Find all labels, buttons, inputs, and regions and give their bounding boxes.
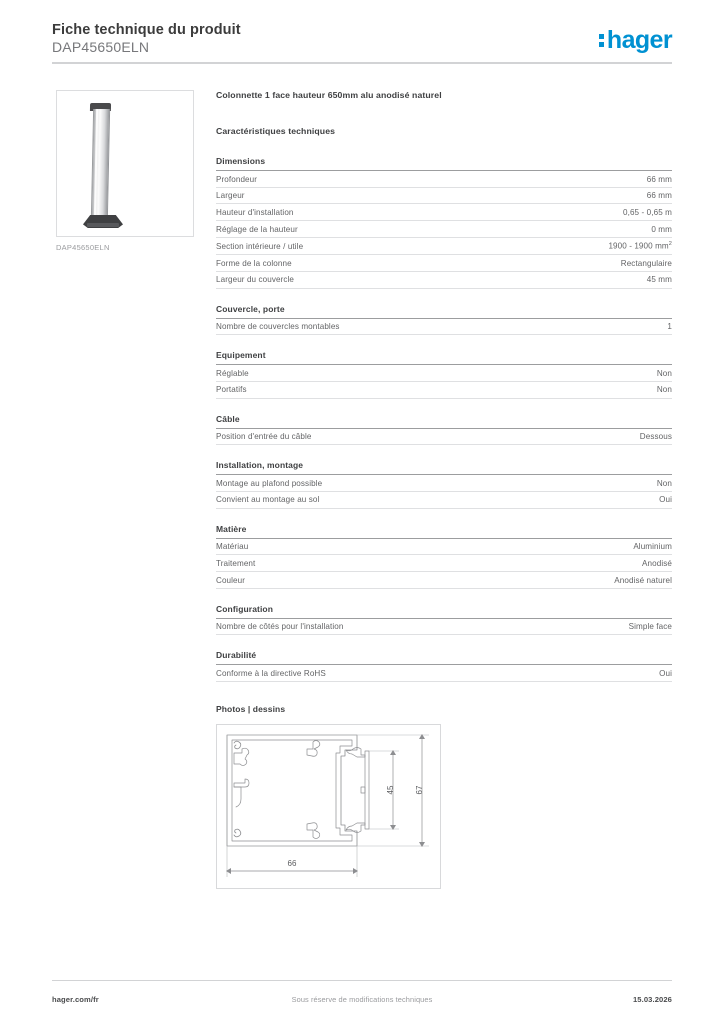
spec-section-gap (216, 399, 672, 414)
spec-section (216, 604, 672, 636)
spec-section-title: Installation, montage (216, 460, 672, 475)
spec-section-title: Câble (216, 414, 672, 429)
main-content (216, 90, 672, 889)
spec-row (216, 572, 672, 589)
spec-section (216, 304, 672, 336)
spec-section (216, 524, 672, 589)
spec-row (216, 382, 672, 399)
spec-label: Section intérieure / utile (216, 241, 304, 251)
spec-label: Portatifs (216, 385, 247, 395)
spec-value: 66 mm (646, 174, 672, 184)
spec-label: Matériau (216, 542, 249, 552)
logo-colon-icon (599, 34, 604, 47)
spec-value: 1900 - 1900 $mm^2$ (608, 241, 672, 251)
page-footer (52, 995, 672, 1009)
column-base-shadow (87, 223, 119, 227)
spec-value: Non (656, 385, 672, 395)
spec-row (216, 171, 672, 188)
spec-value: 0 mm (651, 224, 672, 234)
spec-value: Rectangulaire (620, 258, 672, 268)
spec-row (216, 665, 672, 682)
product-name: Colonnette 1 face hauteur 650mm alu anodisé naturel (216, 90, 442, 100)
spec-value: Non (656, 368, 672, 378)
characteristics-title: Caractéristiques techniques (216, 126, 336, 136)
dimension-label-45: 45 (386, 785, 395, 795)
spec-label: Profondeur (216, 174, 258, 184)
spec-section-title: Matière (216, 524, 672, 539)
spec-value: Oui (659, 668, 672, 678)
spec-label: Conforme à la directive RoHS (216, 668, 326, 678)
spec-value: Anodisé naturel (614, 575, 672, 585)
dimension-label-66: 66 (287, 859, 297, 869)
spec-row (216, 429, 672, 446)
footer-website[interactable]: hager.com/fr (52, 995, 99, 1004)
column-illustration (83, 103, 125, 227)
spec-row (216, 204, 672, 221)
spec-label: Position d'entrée du câble (216, 432, 312, 442)
spec-section-title: Couvercle, porte (216, 304, 672, 319)
spec-label: Largeur (216, 191, 245, 201)
spec-section-title: Dimensions (216, 156, 672, 171)
spec-section (216, 650, 672, 682)
spec-row (216, 319, 672, 336)
dimension-label-67: 67 (415, 785, 424, 795)
spec-value: Simple face (628, 622, 672, 632)
spec-label: Hauteur d'installation (216, 207, 294, 217)
spec-section (216, 414, 672, 446)
logo-text: hager (606, 26, 672, 54)
spec-value: 66 mm (646, 191, 672, 201)
spec-section (216, 156, 672, 289)
footer-divider (52, 980, 672, 981)
spec-section-gap (216, 289, 672, 304)
technical-drawing (216, 724, 441, 889)
spec-label: Forme de la colonne (216, 258, 292, 268)
spec-row (216, 365, 672, 382)
spec-row (216, 555, 672, 572)
spec-value: Aluminium (633, 542, 672, 552)
page-header (52, 22, 672, 56)
spec-label: Réglable (216, 368, 249, 378)
spec-row (216, 492, 672, 509)
spec-row (216, 475, 672, 492)
spec-section-gap (216, 509, 672, 524)
spec-label: Nombre de côtés pour l'installation (216, 622, 344, 632)
spec-section-gap (216, 635, 672, 650)
page-title: Fiche technique du produit (52, 22, 241, 38)
column-body (91, 109, 110, 219)
header-divider (52, 62, 672, 64)
product-reference: DAP45650ELN (52, 39, 150, 55)
spec-section-gap (216, 445, 672, 460)
specifications-table (216, 156, 672, 682)
spec-value: Dessous (639, 432, 672, 442)
spec-value: 1 (667, 322, 672, 331)
spec-value: Oui (659, 495, 672, 505)
spec-value: 45 mm (646, 275, 672, 285)
drawing-svg (217, 725, 441, 889)
product-photo (56, 90, 194, 237)
spec-row (216, 255, 672, 272)
spec-row (216, 619, 672, 636)
spec-section (216, 460, 672, 508)
spec-label: Largeur du couvercle (216, 275, 295, 285)
product-photo-caption: DAP45650ELN (56, 243, 110, 252)
spec-row (216, 221, 672, 238)
spec-row (216, 272, 672, 289)
spec-section-title: Equipement (216, 350, 672, 365)
spec-section-title: Configuration (216, 604, 672, 619)
spec-section-gap (216, 335, 672, 350)
footer-disclaimer: Sous réserve de modifications techniques (291, 995, 433, 1004)
spec-row (216, 539, 672, 556)
spec-label: Réglage de la hauteur (216, 224, 298, 234)
spec-label: Nombre de couvercles montables (216, 322, 340, 331)
spec-value: 0,65 - 0,65 m (623, 207, 672, 217)
spec-label: Montage au plafond possible (216, 478, 323, 488)
spec-row (216, 188, 672, 205)
spec-section (216, 350, 672, 398)
photos-section-title: Photos | dessins (216, 704, 286, 715)
hager-logo (599, 28, 672, 53)
spec-section-gap (216, 589, 672, 604)
spec-value: Non (656, 478, 672, 488)
spec-value: Anodisé (642, 558, 672, 568)
spec-label: Convient au montage au sol (216, 495, 320, 505)
spec-label: Traitement (216, 558, 256, 568)
footer-date: 15.03.2026 (632, 995, 672, 1004)
spec-row (216, 238, 672, 255)
spec-label: Couleur (216, 575, 246, 585)
spec-section-title: Durabilité (216, 650, 672, 665)
